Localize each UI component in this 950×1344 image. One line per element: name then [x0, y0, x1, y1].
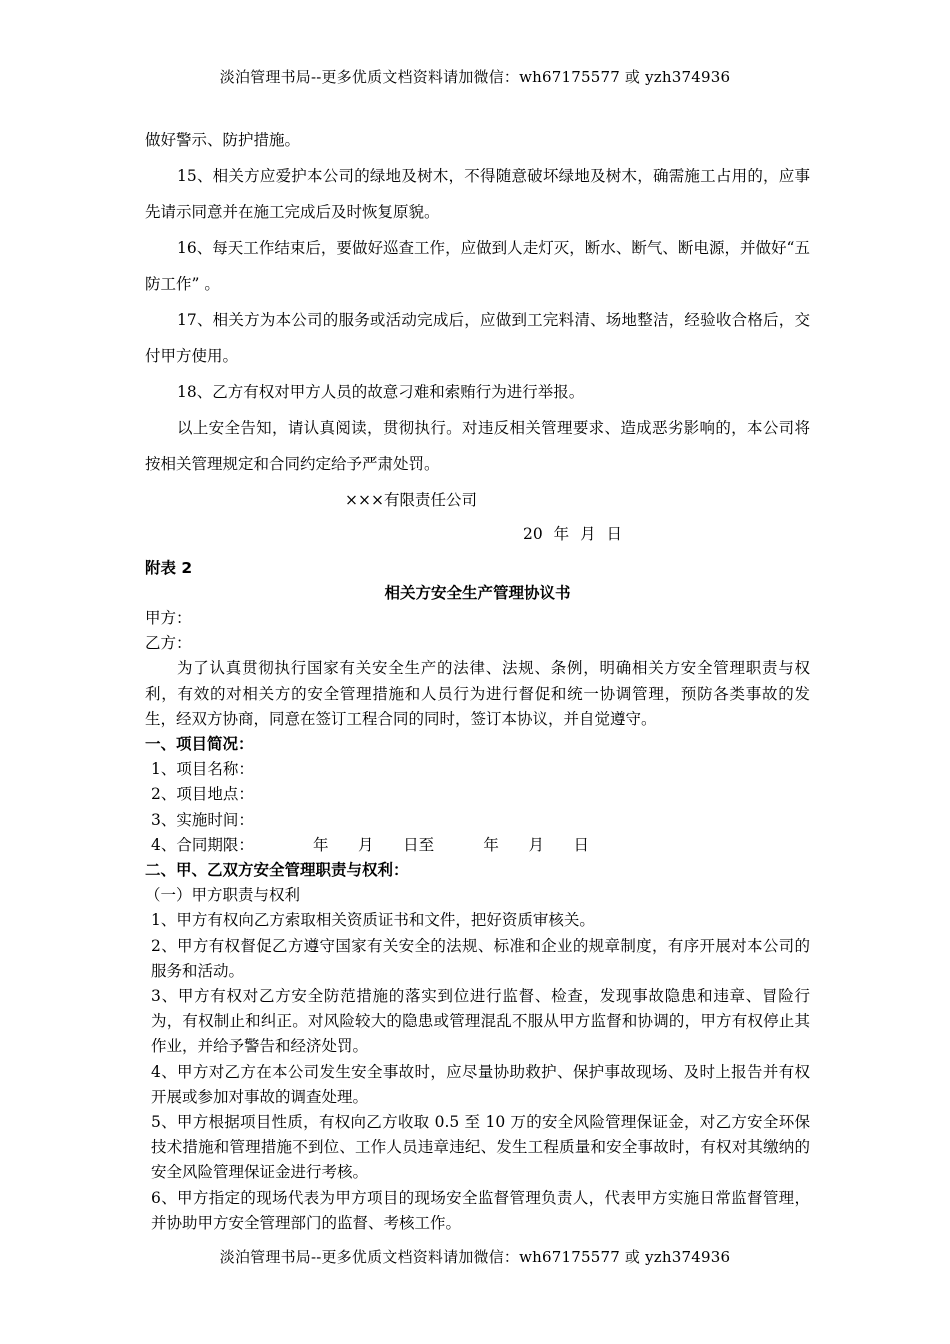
notice-paragraph: 16、每天工作结束后，要做好巡查工作，应做到人走灯灭，断水、断气、断电源，并做好“五防工作” 。 — [145, 239, 810, 293]
appendix-label: 附表 2 — [145, 559, 193, 577]
notice-paragraph: 以上安全告知，请认真阅读，贯彻执行。对违反相关管理要求、造成恶劣影响的，本公司将按相关管理规定和合同约定给予严肃处罚。 — [145, 419, 810, 473]
agreement-body — [145, 606, 810, 1236]
project-item: 1、项目名称： — [151, 760, 254, 779]
page-footer: 淡泊管理书局--更多优质文档资料请加微信：wh67175577 或 yzh374936 — [219, 1248, 731, 1266]
duty-item: 5、甲方根据项目性质，有权向乙方收取 0.5 至 10 万的安全风险管理保证金，对乙方安全环保技术措施和管理措施不到位、工作人员违章违纪、发生工程质量和安全事故时，有权对其缴纳的安全风险管理保证金进行考核。 — [151, 1113, 810, 1182]
signature-company: ×××有限责任公司 — [345, 491, 477, 509]
project-item: 3、实施时间： — [151, 810, 254, 829]
notice-paragraph: 18、乙方有权对甲方人员的故意刁难和索贿行为进行举报。 — [177, 383, 585, 401]
section-heading: 二、甲、乙双方安全管理职责与权利： — [145, 861, 409, 880]
party-b-label: 乙方： — [145, 634, 192, 653]
project-item: 2、项目地点： — [151, 785, 254, 804]
agreement-title: 相关方安全生产管理协议书 — [384, 584, 571, 602]
signature-date: 20 年 月 日 — [523, 525, 623, 543]
subsection-heading: （一）甲方职责与权利 — [145, 886, 301, 905]
duty-item: 4、甲方对乙方在本公司发生安全事故时，应尽量协助救护、保护事故现场、及时上报告并有权开展或参加对事故的调查处理。 — [151, 1062, 810, 1106]
duty-item: 3、甲方有权对乙方安全防范措施的落实到位进行监督、检查，发现事故隐患和违章、冒险行为，有权制止和纠正。对风险较大的隐患或管理混乱不服从甲方监督和协调的，甲方有权停止其作业，并给予警告和经济处罚。 — [151, 987, 810, 1056]
notice-paragraph: 做好警示、防护措施。 — [145, 131, 301, 149]
duty-item: 1、甲方有权向乙方索取相关资质证书和文件，把好资质审核关。 — [151, 911, 595, 930]
duty-item: 6、甲方指定的现场代表为甲方项目的现场安全监督管理负责人，代表甲方实施日常监督管理，并协助甲方安全管理部门的监督、考核工作。 — [151, 1188, 810, 1232]
notice-paragraph: 15、相关方应爱护本公司的绿地及树木，不得随意破坏绿地及树木，确需施工占用的，应事先请示同意并在施工完成后及时恢复原貌。 — [145, 167, 810, 221]
safety-notice-continued — [145, 122, 810, 482]
contract-term: 4、合同期限： 年 月 日至 年 月 日 — [151, 835, 590, 854]
party-a-label: 甲方： — [145, 609, 192, 627]
document-body — [145, 122, 810, 1236]
agreement-intro: 为了认真贯彻执行国家有关安全生产的法律、法规、条例，明确相关方安全管理职责与权利，有效的对相关方的安全管理措施和人员行为进行督促和统一协调管理，预防各类事故的发生，经双方协商，同意在签订工程合同的同时，签订本协议，并自觉遵守。 — [145, 659, 810, 728]
page-header: 淡泊管理书局--更多优质文档资料请加微信：wh67175577 或 yzh374936 — [219, 68, 731, 86]
notice-paragraph: 17、相关方为本公司的服务或活动完成后，应做到工完料清、场地整洁，经验收合格后，交付甲方使用。 — [145, 311, 810, 365]
section-heading: 一、项目简况： — [145, 735, 254, 754]
duty-item: 2、甲方有权督促乙方遵守国家有关安全的法规、标准和企业的规章制度，有序开展对本公司的服务和活动。 — [151, 936, 810, 980]
